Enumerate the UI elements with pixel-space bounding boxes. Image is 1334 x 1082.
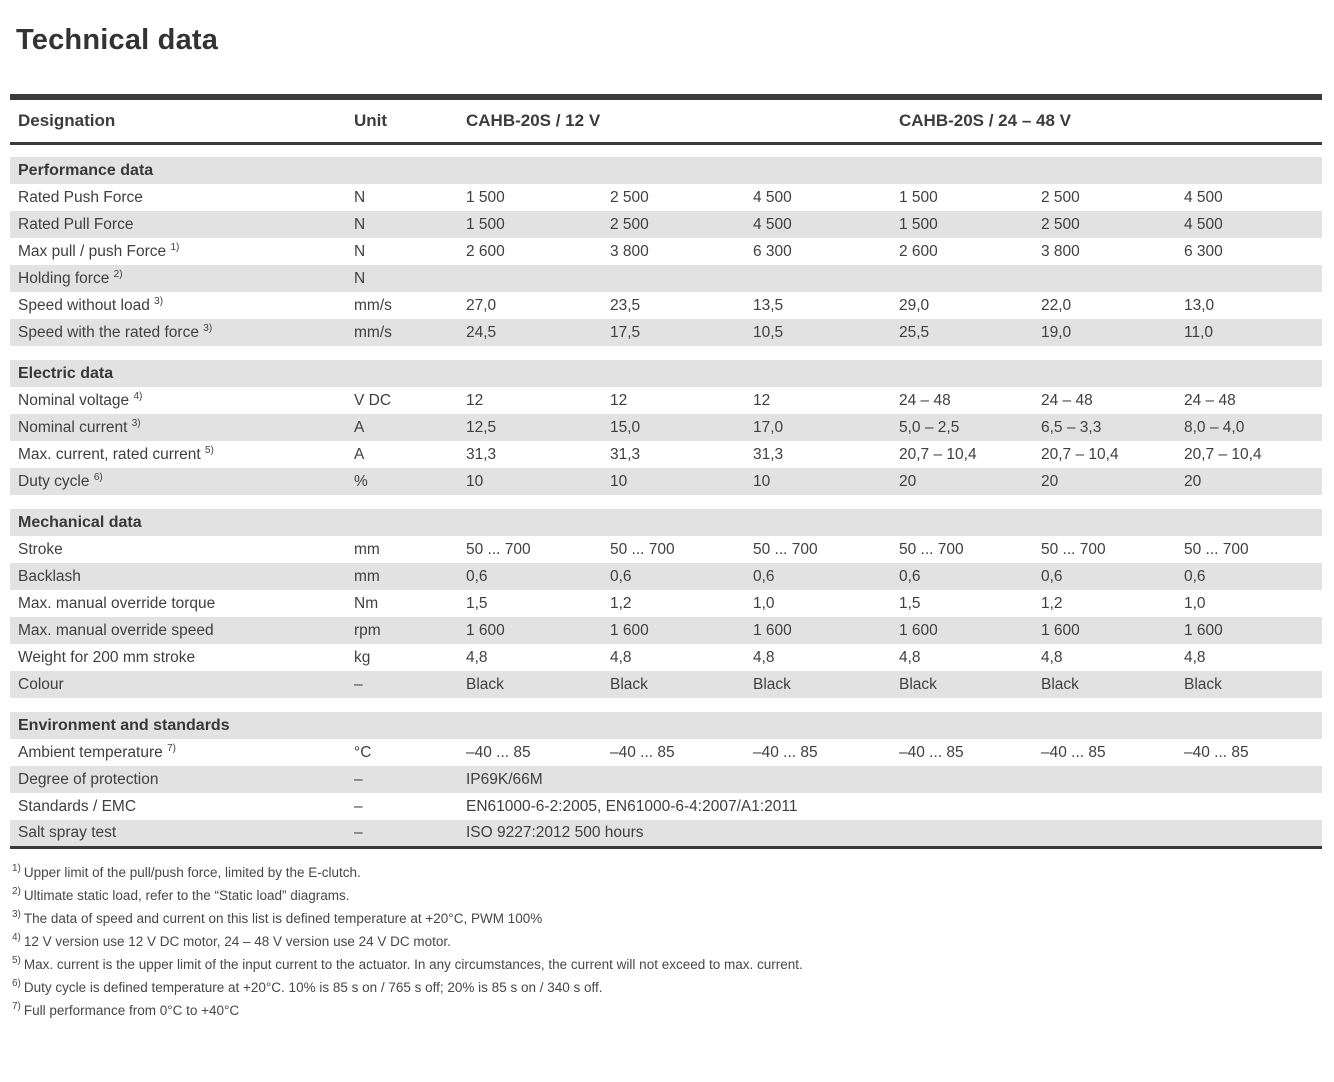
cell-value: 1 500	[891, 211, 1033, 238]
cell-value: 24 – 48	[899, 391, 951, 409]
cell-value	[602, 265, 745, 292]
table-row	[10, 739, 1322, 766]
row-unit: A	[354, 445, 365, 463]
footnote-text: The data of speed and current on this list is defined temperature at +20°C, PWM 100%	[23, 910, 543, 926]
cell-value: Black	[745, 671, 891, 698]
row-unit: %	[346, 468, 458, 495]
footnote-text: Full performance from 0°C to +40°C	[23, 1002, 240, 1018]
section-spacer	[10, 143, 1322, 157]
table-row	[10, 590, 1322, 617]
footnote-marker: 6)	[93, 471, 103, 483]
table-row	[10, 536, 1322, 563]
row-label	[10, 536, 346, 563]
row-label-text: Max pull / push Force	[18, 242, 167, 260]
cell-value: 4,8	[1041, 648, 1063, 666]
cell-value: 1 500	[458, 211, 602, 238]
row-label-text: Speed with the rated force	[18, 323, 199, 341]
footnote-marker: 6)	[12, 978, 21, 989]
cell-value: 3 800	[1041, 242, 1080, 260]
footnote-marker: 4)	[133, 390, 143, 402]
cell-value: 6 300	[753, 242, 792, 260]
footnote-text: Upper limit of the pull/push force, limited by the E-clutch.	[23, 864, 361, 880]
row-label	[10, 644, 346, 671]
table-row	[10, 644, 1322, 671]
cell-value: 1 600	[1176, 617, 1322, 644]
row-label	[10, 238, 346, 265]
cell-value: 1 500	[899, 188, 938, 206]
footnote-marker: 3)	[131, 417, 141, 429]
row-label-text: Degree of protection	[18, 770, 159, 788]
cell-value: 20	[1033, 468, 1176, 495]
footnote-marker: 4)	[12, 932, 21, 943]
table-row	[10, 319, 1322, 346]
table-row	[10, 387, 1322, 414]
cell-value	[1176, 265, 1322, 292]
row-label	[10, 441, 346, 468]
cell-value: 12	[610, 391, 628, 409]
cell-value: 22,0	[1041, 296, 1072, 314]
row-unit: V DC	[354, 391, 392, 409]
table-row	[10, 468, 1322, 495]
cell-value: 1,2	[610, 594, 632, 612]
row-span-value: ISO 9227:2012 500 hours	[458, 820, 1322, 847]
section-spacer	[10, 495, 1322, 509]
cell-value: 19,0	[1033, 319, 1176, 346]
cell-value: 4,8	[753, 648, 775, 666]
column-header-group-24-48v: CAHB-20S / 24 – 48 V	[891, 97, 1322, 143]
table-row	[10, 292, 1322, 319]
cell-value: 0,6	[602, 563, 745, 590]
footnote-marker: 3)	[203, 322, 213, 334]
cell-value: 10,5	[745, 319, 891, 346]
cell-value: 50 ... 700	[753, 540, 818, 558]
row-label-text: Nominal voltage	[18, 391, 130, 409]
technical-data-table	[10, 94, 1322, 849]
cell-value: 4 500	[1176, 211, 1322, 238]
cell-value: 20	[1176, 468, 1322, 495]
cell-value: 1,2	[1041, 594, 1063, 612]
cell-value: 6 300	[1184, 242, 1223, 260]
cell-value: 11,0	[1176, 319, 1322, 346]
cell-value: 4 500	[1184, 188, 1223, 206]
footnote	[12, 979, 1334, 996]
table-row	[10, 671, 1322, 698]
row-label	[10, 671, 346, 698]
cell-value: 13,0	[1184, 296, 1215, 314]
row-label-text: Holding force	[18, 269, 110, 287]
cell-value: 12	[753, 391, 771, 409]
cell-value: 50 ... 700	[1041, 540, 1106, 558]
row-label-text: Max. manual override speed	[18, 621, 214, 639]
footnote-marker: 2)	[12, 886, 21, 897]
cell-value: 1 500	[466, 188, 505, 206]
row-unit: °C	[354, 743, 372, 761]
cell-value: 1 600	[1033, 617, 1176, 644]
cell-value: 12,5	[458, 414, 602, 441]
row-label-text: Max. current, rated current	[18, 445, 201, 463]
section-title: Environment and standards	[10, 712, 1322, 739]
column-header-unit: Unit	[346, 97, 458, 143]
footnote-text: Duty cycle is defined temperature at +20°C. 10% is 85 s on / 765 s off; 20% is 85 s on / 340 s off.	[23, 979, 603, 995]
cell-value	[1033, 265, 1176, 292]
row-label	[10, 590, 346, 617]
section-header-row	[10, 157, 1322, 184]
footnote-marker: 5)	[204, 444, 214, 456]
footnote-marker: 5)	[12, 955, 21, 966]
footnote-text: Max. current is the upper limit of the input current to the actuator. In any circumstances, the current will not exceed to max. current.	[23, 956, 803, 972]
page-title: Technical data	[16, 24, 219, 56]
row-unit: kg	[354, 648, 371, 666]
section-header-row	[10, 712, 1322, 739]
footnote	[12, 956, 1334, 973]
table-row	[10, 184, 1322, 211]
cell-value: 1 600	[745, 617, 891, 644]
row-label-text: Rated Push Force	[18, 188, 143, 206]
row-label-text: Duty cycle	[18, 472, 90, 490]
cell-value	[458, 265, 602, 292]
section-spacer	[10, 698, 1322, 712]
cell-value: 15,0	[602, 414, 745, 441]
cell-value: 20	[891, 468, 1033, 495]
cell-value: –40 ... 85	[466, 743, 531, 761]
cell-value: 0,6	[891, 563, 1033, 590]
row-label	[10, 739, 346, 766]
cell-value: 17,5	[602, 319, 745, 346]
cell-value: 20,7 – 10,4	[1184, 445, 1262, 463]
table-row	[10, 617, 1322, 644]
cell-value: 50 ... 700	[899, 540, 964, 558]
footnote-marker: 3)	[154, 295, 164, 307]
row-label-text: Salt spray test	[18, 823, 117, 841]
row-span-value: IP69K/66M	[458, 766, 1322, 793]
cell-value: 31,3	[466, 445, 497, 463]
row-unit: –	[346, 766, 458, 793]
cell-value: 0,6	[745, 563, 891, 590]
footnote	[12, 864, 1334, 881]
cell-value: 2 600	[466, 242, 505, 260]
cell-value: 50 ... 700	[1184, 540, 1249, 558]
row-unit: mm	[346, 563, 458, 590]
cell-value: 4,8	[899, 648, 921, 666]
row-label	[10, 617, 346, 644]
cell-value	[891, 265, 1033, 292]
column-header-group-12v: CAHB-20S / 12 V	[458, 97, 891, 143]
cell-value: 1 600	[891, 617, 1033, 644]
cell-value: 24,5	[458, 319, 602, 346]
cell-value: 6,5 – 3,3	[1033, 414, 1176, 441]
cell-value: 2 500	[602, 211, 745, 238]
row-unit: N	[354, 242, 366, 260]
cell-value: 10	[745, 468, 891, 495]
table-row	[10, 441, 1322, 468]
row-unit: mm	[354, 540, 380, 558]
table-row	[10, 793, 1322, 820]
table-row	[10, 563, 1322, 590]
row-label	[10, 414, 346, 441]
cell-value: –40 ... 85	[753, 743, 818, 761]
table-row	[10, 820, 1322, 847]
footnote-text: Ultimate static load, refer to the “Static load” diagrams.	[23, 887, 350, 903]
cell-value: Black	[1176, 671, 1322, 698]
row-label	[10, 387, 346, 414]
cell-value: 4,8	[466, 648, 488, 666]
footnote-marker: 2)	[113, 268, 123, 280]
row-label-text: Colour	[18, 675, 64, 693]
cell-value: 2 600	[899, 242, 938, 260]
section-title: Performance data	[10, 157, 1322, 184]
row-label	[10, 292, 346, 319]
table-row	[10, 766, 1322, 793]
cell-value: –40 ... 85	[1041, 743, 1106, 761]
cell-value: 24 – 48	[1041, 391, 1093, 409]
cell-value: 10	[602, 468, 745, 495]
row-label	[10, 563, 346, 590]
cell-value: 8,0 – 4,0	[1176, 414, 1322, 441]
row-label	[10, 211, 346, 238]
cell-value: 2 500	[610, 188, 649, 206]
table-header-row	[10, 97, 1322, 143]
table-row	[10, 265, 1322, 292]
cell-value: 5,0 – 2,5	[891, 414, 1033, 441]
cell-value: 0,6	[458, 563, 602, 590]
cell-value: 23,5	[610, 296, 641, 314]
cell-value: 13,5	[753, 296, 784, 314]
footnote	[12, 887, 1334, 904]
row-label-text: Rated Pull Force	[18, 215, 134, 233]
cell-value: Black	[1033, 671, 1176, 698]
cell-value: 3 800	[610, 242, 649, 260]
row-label-text: Speed without load	[18, 296, 150, 314]
row-label-text: Nominal current	[18, 418, 128, 436]
row-unit: –	[346, 820, 458, 847]
footnotes	[12, 864, 1334, 1019]
row-label	[10, 265, 346, 292]
row-unit: rpm	[346, 617, 458, 644]
cell-value: 2 500	[1041, 188, 1080, 206]
section-spacer	[10, 346, 1322, 360]
cell-value: 4,8	[1184, 648, 1206, 666]
row-unit: Nm	[354, 594, 379, 612]
cell-value: 4 500	[745, 211, 891, 238]
footnote	[12, 1002, 1334, 1019]
row-unit: –	[346, 671, 458, 698]
footnote-marker: 1)	[12, 863, 21, 874]
cell-value: 20,7 – 10,4	[899, 445, 977, 463]
row-unit: mm/s	[346, 319, 458, 346]
footnote-marker: 7)	[167, 742, 176, 754]
row-label-text: Backlash	[18, 567, 81, 585]
cell-value: 1,0	[1184, 594, 1206, 612]
cell-value: 50 ... 700	[610, 540, 675, 558]
row-label-text: Weight for 200 mm stroke	[18, 648, 196, 666]
footnote-marker: 3)	[12, 909, 21, 920]
cell-value: 31,3	[610, 445, 641, 463]
row-label-text: Stroke	[18, 540, 63, 558]
footnote-marker: 1)	[170, 241, 180, 253]
cell-value: 1,0	[753, 594, 775, 612]
cell-value: 4 500	[753, 188, 792, 206]
row-label-text: Max. manual override torque	[18, 594, 216, 612]
section-header-row	[10, 360, 1322, 387]
row-label	[10, 468, 346, 495]
cell-value: 25,5	[891, 319, 1033, 346]
section-title: Electric data	[10, 360, 1322, 387]
cell-value: 4,8	[610, 648, 632, 666]
row-label-text: Standards / EMC	[18, 797, 137, 815]
row-unit: N	[354, 188, 366, 206]
row-label	[10, 184, 346, 211]
cell-value: Black	[602, 671, 745, 698]
cell-value: Black	[891, 671, 1033, 698]
row-unit: N	[346, 265, 458, 292]
cell-value: 31,3	[753, 445, 784, 463]
footnote-marker: 7)	[12, 1001, 21, 1012]
cell-value: 29,0	[899, 296, 930, 314]
row-unit: mm/s	[354, 296, 392, 314]
cell-value: –40 ... 85	[1184, 743, 1249, 761]
cell-value: 27,0	[466, 296, 497, 314]
cell-value: –40 ... 85	[610, 743, 675, 761]
cell-value: 17,0	[745, 414, 891, 441]
cell-value: 50 ... 700	[466, 540, 531, 558]
cell-value: 0,6	[1033, 563, 1176, 590]
cell-value: 1,5	[899, 594, 921, 612]
footnote-text: 12 V version use 12 V DC motor, 24 – 48 V version use 24 V DC motor.	[23, 933, 451, 949]
table-row	[10, 414, 1322, 441]
cell-value: 12	[466, 391, 484, 409]
footnote	[12, 933, 1334, 950]
section-header-row	[10, 509, 1322, 536]
cell-value: 24 – 48	[1184, 391, 1236, 409]
row-label	[10, 820, 346, 847]
cell-value: Black	[458, 671, 602, 698]
row-span-value: EN61000-6-2:2005, EN61000-6-4:2007/A1:2011	[466, 797, 798, 815]
row-unit: A	[346, 414, 458, 441]
cell-value: 1 600	[602, 617, 745, 644]
row-unit: N	[346, 211, 458, 238]
cell-value: 20,7 – 10,4	[1041, 445, 1119, 463]
cell-value: –40 ... 85	[899, 743, 964, 761]
table-row	[10, 211, 1322, 238]
cell-value: 2 500	[1033, 211, 1176, 238]
table-row	[10, 238, 1322, 265]
cell-value: 1,5	[466, 594, 488, 612]
cell-value	[745, 265, 891, 292]
row-unit: –	[354, 797, 363, 815]
row-label	[10, 793, 346, 820]
row-label	[10, 319, 346, 346]
section-title: Mechanical data	[10, 509, 1322, 536]
cell-value: 1 600	[458, 617, 602, 644]
cell-value: 0,6	[1176, 563, 1322, 590]
row-label-text: Ambient temperature	[18, 743, 163, 761]
footnote	[12, 910, 1334, 927]
column-header-designation: Designation	[10, 97, 346, 143]
row-label	[10, 766, 346, 793]
cell-value: 10	[458, 468, 602, 495]
